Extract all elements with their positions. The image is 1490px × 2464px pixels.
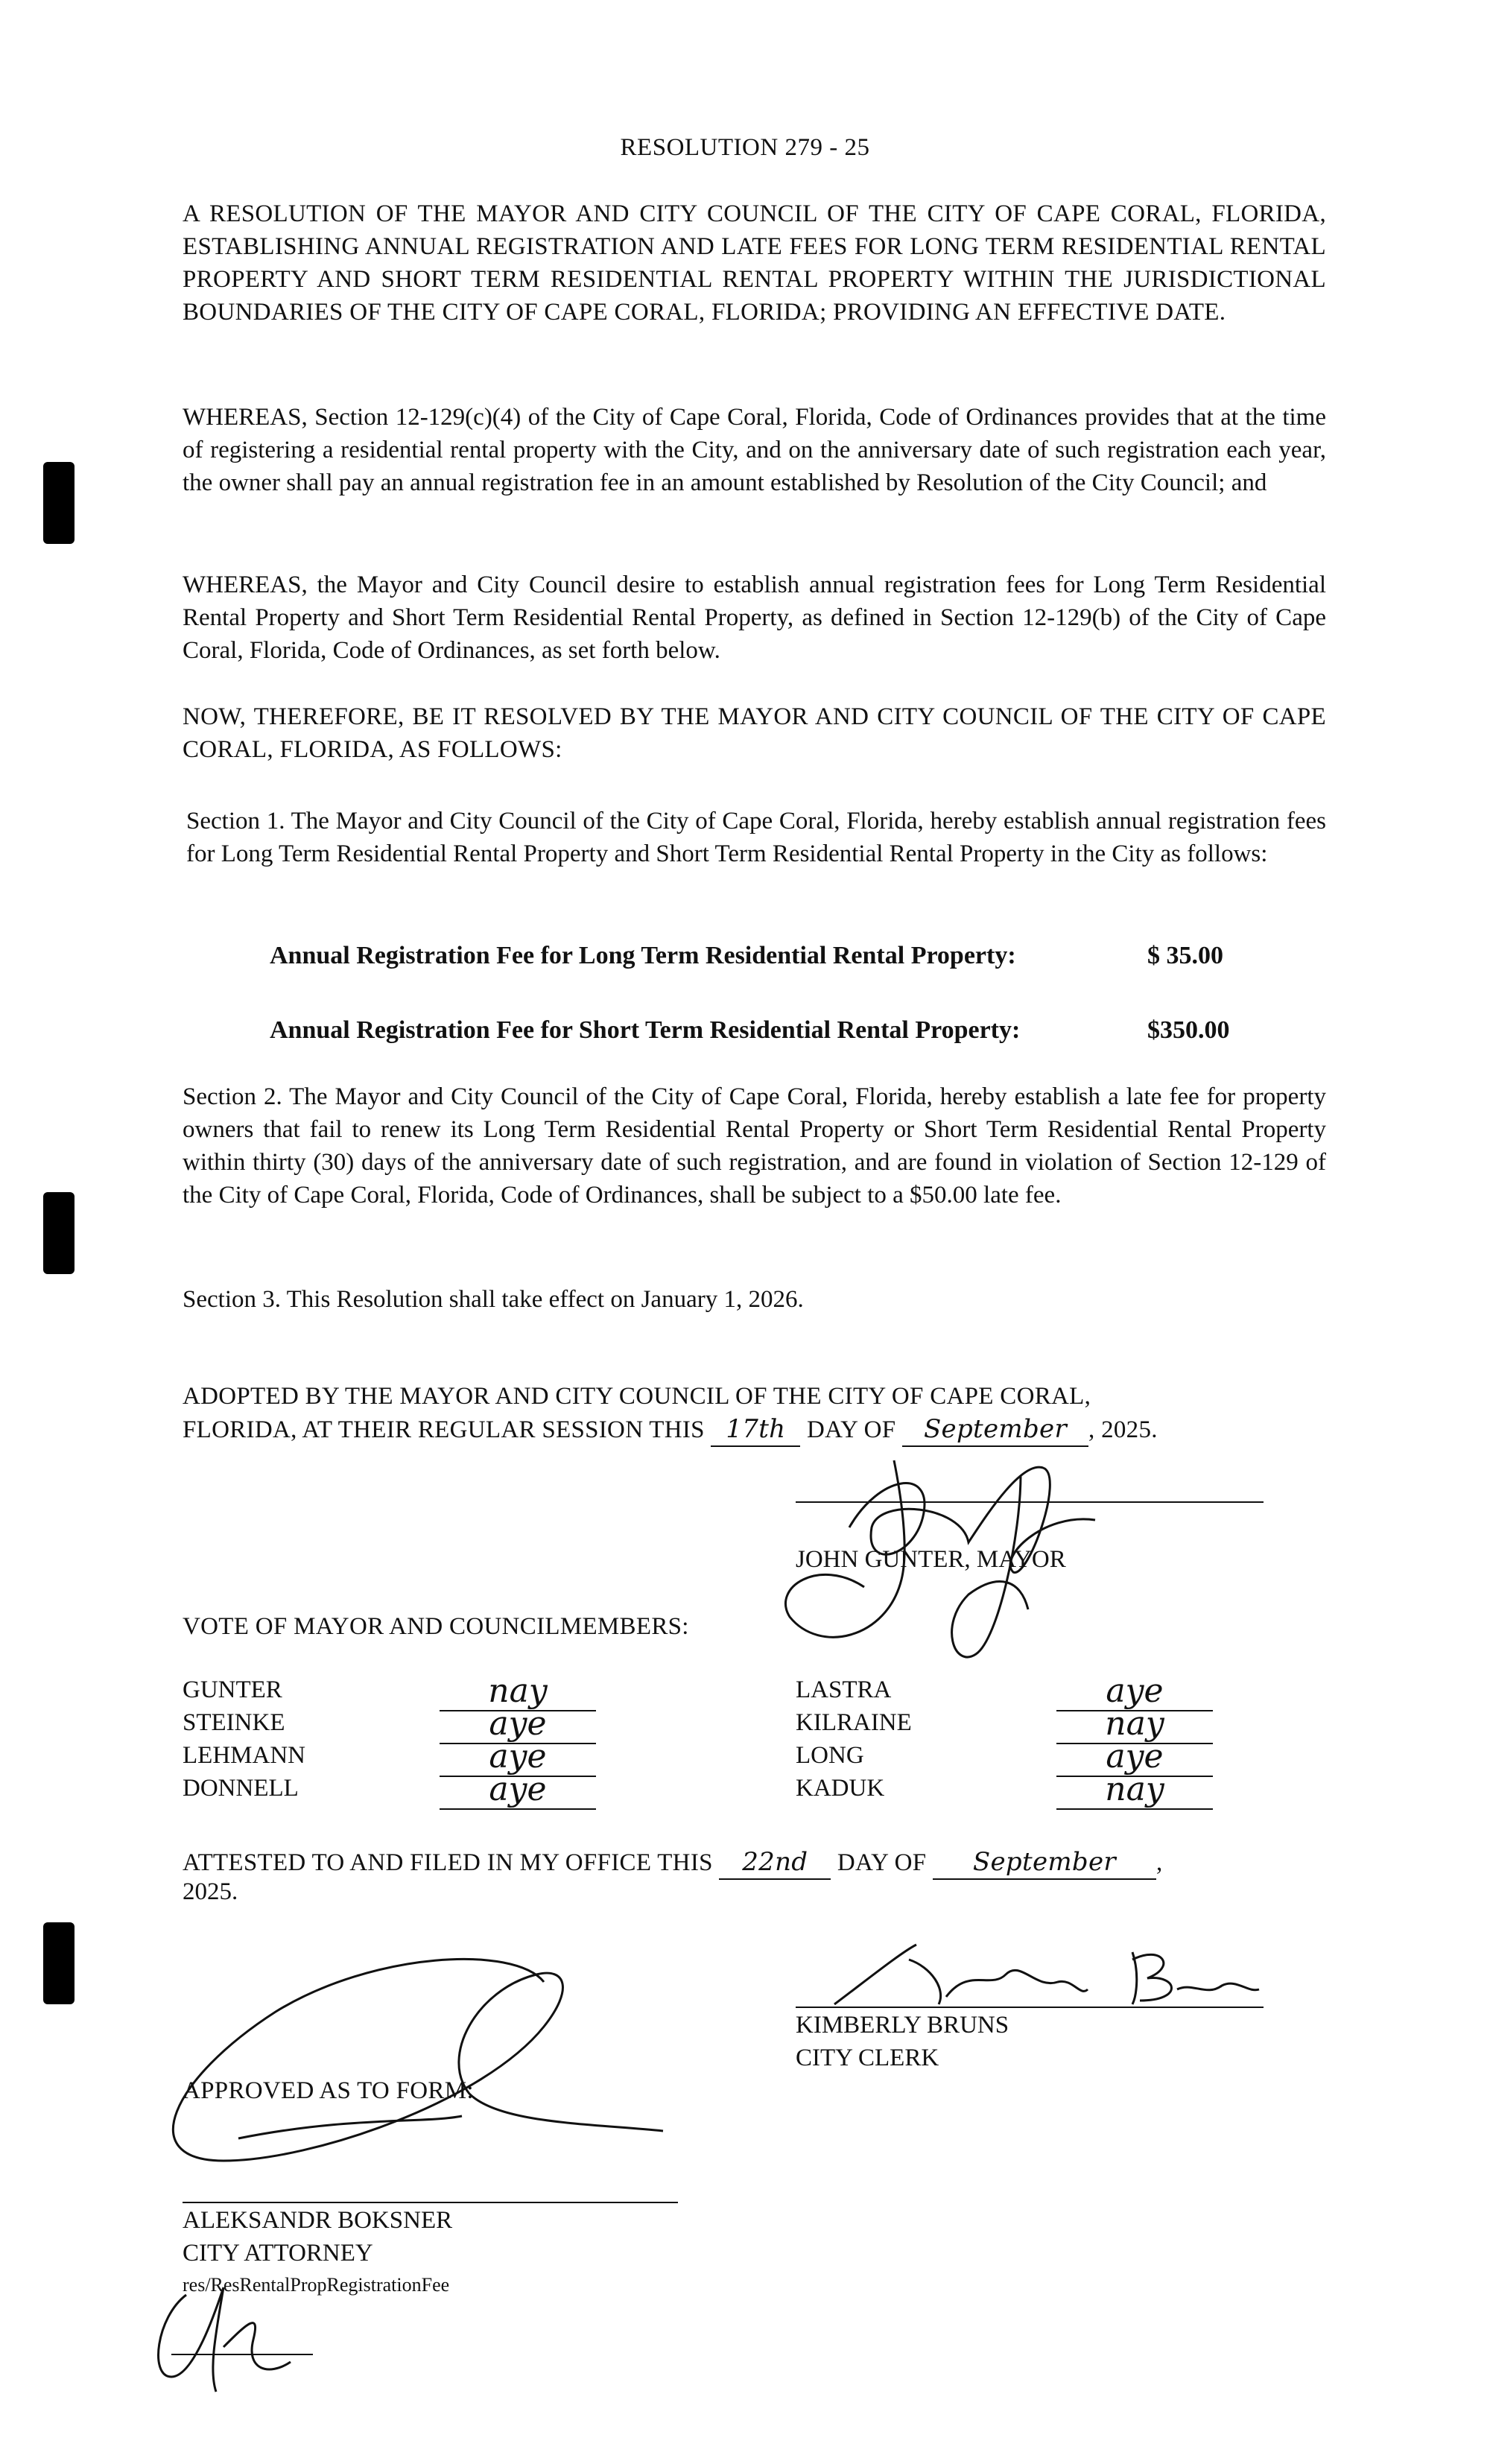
fee-long-term-value: $ 35.00 — [1147, 942, 1223, 969]
votes-left-column — [183, 1672, 548, 1808]
attest-prefix: ATTESTED TO AND FILED IN MY OFFICE THIS — [183, 1849, 713, 1876]
whereas-clause-1: WHEREAS, Section 12-129(c)(4) of the City of Cape Coral, Florida, Code of Ordinances provides that at the time of registering a residential rental property with the City, and on the anniversary date of such registration each year, the owner shall pay an annual registration fee in an amount established by Resolution of the City Council; and — [183, 404, 1326, 496]
councilmember-name: LASTRA — [796, 1676, 892, 1703]
fee-long-term-label: Annual Registration Fee for Long Term Residential Rental Property: — [270, 942, 1016, 969]
punch-hole — [43, 462, 74, 544]
resolution-preamble: A RESOLUTION OF THE MAYOR AND CITY COUNCIL OF THE CITY OF CAPE CORAL, FLORIDA, ESTABLISHING ANNUAL REGISTRATION AND LATE FEES FOR LONG TERM RESIDENTIAL RENTAL PROPERTY AND SHORT TERM RESIDENTIAL RENTAL PROPERTY WITHIN THE JURISDICTIONAL BOUNDARIES OF THE CITY OF CAPE CORAL, FLORIDA; PROVIDING AN EFFECTIVE DATE. — [183, 200, 1326, 326]
vote-value: aye — [440, 1705, 596, 1744]
attest-day: 22nd — [719, 1846, 831, 1880]
councilmember-name: DONNELL — [183, 1775, 299, 1802]
vote-heading: VOTE OF MAYOR AND COUNCILMEMBERS: — [183, 1613, 689, 1640]
resolution-title: RESOLUTION 279 - 25 — [620, 134, 870, 161]
councilmember-name: LONG — [796, 1742, 864, 1769]
vote-row — [183, 1705, 547, 1743]
vote-value: aye — [440, 1770, 596, 1810]
attest-year: 2025. — [183, 1878, 238, 1905]
votes-right-column — [796, 1672, 1164, 1808]
attorney-title: CITY ATTORNEY — [183, 2240, 373, 2267]
councilmember-name: GUNTER — [183, 1676, 282, 1703]
approved-as-to-form: APPROVED AS TO FORM: — [183, 2077, 474, 2104]
whereas-clause-2: WHEREAS, the Mayor and City Council desire to establish annual registration fees for Long Term Residential Rental Property and Short Term Residential Rental Property, as defined in Section 12-129(b) of the City of Cape Coral, Florida, Code of Ordinances, as set forth below. — [183, 571, 1326, 664]
attest-comma: , — [1155, 1849, 1163, 1876]
vote-value: aye — [440, 1738, 596, 1777]
vote-value: nay — [1056, 1770, 1213, 1810]
adopted-line-1: ADOPTED BY THE MAYOR AND CITY COUNCIL OF THE CITY OF CAPE CORAL, — [183, 1383, 1091, 1410]
adopted-day-of: DAY OF — [806, 1416, 896, 1443]
section-3: Section 3. This Resolution shall take effect on January 1, 2026. — [183, 1286, 804, 1313]
vote-value: nay — [1056, 1705, 1213, 1744]
councilmember-name: STEINKE — [183, 1709, 285, 1736]
fee-short-term-value: $350.00 — [1147, 1016, 1230, 1044]
vote-row — [796, 1738, 1164, 1776]
now-therefore-clause: NOW, THEREFORE, BE IT RESOLVED BY THE MAYOR AND CITY COUNCIL OF THE CITY OF CAPE CORAL, FLORIDA, AS FOLLOWS: — [183, 703, 1326, 763]
attorney-signature — [127, 1937, 723, 2205]
adopted-day: 17th — [711, 1413, 800, 1447]
adopted-year: , 2025. — [1088, 1416, 1158, 1443]
clerk-name: KIMBERLY BRUNS — [796, 2012, 1009, 2039]
councilmember-name: LEHMANN — [183, 1742, 305, 1769]
punch-hole — [43, 1922, 74, 2004]
mayor-name: JOHN GUNTER, MAYOR — [796, 1546, 1066, 1573]
councilmember-name: KILRAINE — [796, 1709, 912, 1736]
vote-row — [796, 1672, 1164, 1710]
punch-hole — [43, 1192, 74, 1274]
section-2: Section 2. The Mayor and City Council of the City of Cape Coral, Florida, hereby establish a late fee for property owners that fail to renew its Long Term Residential Rental Property or Short Term Residential Rental Property within thirty (30) days of the anniversary date of such registration, and are found in violation of Section 12-129 of the City of Cape Coral, Florida, Code of Ordinances, shall be subject to a $50.00 late fee. — [183, 1083, 1326, 1209]
vote-row — [796, 1705, 1164, 1743]
vote-value: nay — [440, 1672, 596, 1711]
attorney-name: ALEKSANDR BOKSNER — [183, 2207, 453, 2234]
clerk-title: CITY CLERK — [796, 2045, 939, 2071]
attest-line — [183, 1846, 1163, 1880]
fee-short-term-label: Annual Registration Fee for Short Term Residential Rental Property: — [270, 1016, 1021, 1044]
adopted-month: September — [902, 1413, 1088, 1447]
adopted-prefix: FLORIDA, AT THEIR REGULAR SESSION THIS — [183, 1416, 705, 1443]
file-reference: res/ResRentalPropRegistrationFee — [183, 2274, 450, 2296]
vote-row — [183, 1770, 547, 1808]
attorney-signature-line — [183, 2202, 678, 2203]
clerk-signature-line — [796, 2007, 1264, 2008]
vote-row — [796, 1770, 1164, 1808]
vote-row — [183, 1672, 548, 1710]
section-1: Section 1. The Mayor and City Council of the City of Cape Coral, Florida, hereby establish annual registration fees for Long Term Residential Rental Property and Short Term Residential Rental Property in the City as follows: — [186, 808, 1326, 867]
attest-month: September — [933, 1846, 1156, 1880]
vote-value: aye — [1056, 1672, 1213, 1711]
mayor-signature-line — [796, 1501, 1264, 1503]
vote-row — [183, 1738, 547, 1776]
councilmember-name: KADUK — [796, 1775, 885, 1802]
attest-day-of: DAY OF — [837, 1849, 927, 1876]
vote-value: aye — [1056, 1738, 1213, 1777]
adopted-line-2 — [183, 1413, 1158, 1447]
